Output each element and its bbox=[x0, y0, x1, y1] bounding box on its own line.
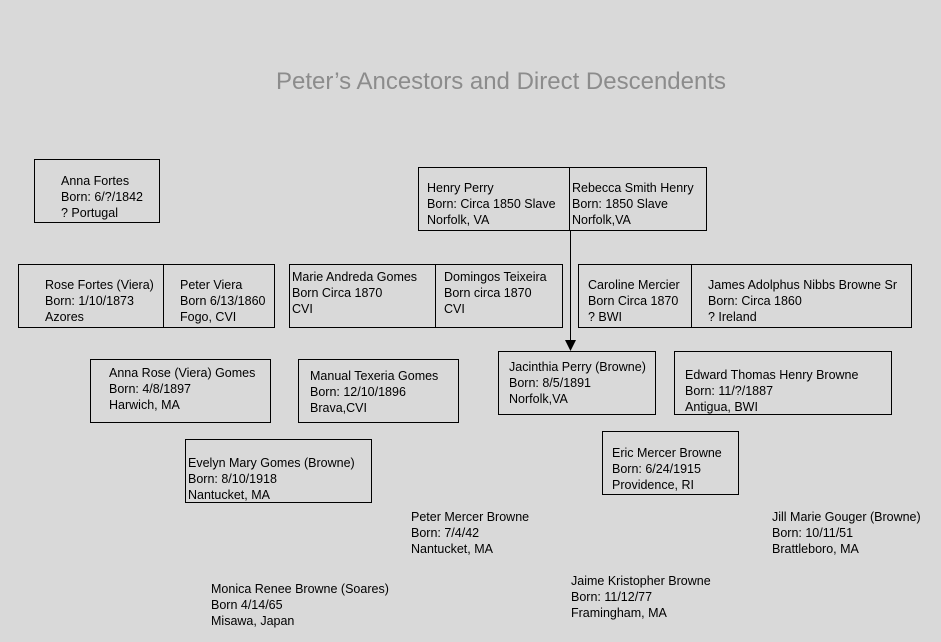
person-name: Monica Renee Browne (Soares) bbox=[211, 582, 389, 596]
person-name: Manual Texeria Gomes bbox=[310, 369, 439, 383]
person-place: Nantucket, MA bbox=[411, 542, 493, 556]
person-name: Peter Viera bbox=[180, 278, 243, 292]
person-place: Brava,CVI bbox=[310, 401, 367, 415]
person-name: James Adolphus Nibbs Browne Sr bbox=[708, 278, 897, 292]
person-place: Brattleboro, MA bbox=[772, 542, 859, 556]
person-place: ? Ireland bbox=[708, 310, 757, 324]
person-birth: Born Circa 1870 bbox=[292, 286, 383, 300]
person-name: Caroline Mercier bbox=[588, 278, 680, 292]
person-name: Rose Fortes (Viera) bbox=[45, 278, 154, 292]
person-birth: Born: 1850 Slave bbox=[572, 197, 668, 211]
person-name: Jill Marie Gouger (Browne) bbox=[772, 510, 921, 524]
person-name: Eric Mercer Browne bbox=[612, 446, 722, 460]
person-birth: Born circa 1870 bbox=[444, 286, 532, 300]
person-place: ? BWI bbox=[588, 310, 623, 324]
person-place: Norfolk,VA bbox=[509, 392, 568, 406]
person-name: Rebecca Smith Henry bbox=[572, 181, 694, 195]
person-place: Azores bbox=[45, 310, 84, 324]
person-birth: Born: 8/5/1891 bbox=[509, 376, 592, 390]
person-birth: Born: 11/12/77 bbox=[571, 590, 653, 604]
person-place: CVI bbox=[444, 302, 465, 316]
person-place: Norfolk, VA bbox=[427, 213, 490, 227]
person-birth: Born: 12/10/1896 bbox=[310, 385, 406, 399]
person-name: Anna Fortes bbox=[61, 174, 130, 188]
person-name: Edward Thomas Henry Browne bbox=[685, 368, 859, 382]
person-birth: Born: 6/?/1842 bbox=[61, 190, 144, 204]
person-birth: Born Circa 1870 bbox=[588, 294, 679, 308]
person-birth: Born: 4/8/1897 bbox=[109, 382, 192, 396]
person-name: Anna Rose (Viera) Gomes bbox=[109, 366, 256, 380]
person-name: Jacinthia Perry (Browne) bbox=[509, 360, 646, 374]
person-birth: Born: 11/?/1887 bbox=[685, 384, 774, 398]
person-birth: Born: 6/24/1915 bbox=[612, 462, 701, 476]
person-place: CVI bbox=[292, 302, 313, 316]
person-name: Henry Perry bbox=[427, 181, 494, 195]
person-name: Jaime Kristopher Browne bbox=[571, 574, 711, 588]
person-birth: Born: 7/4/42 bbox=[411, 526, 480, 540]
person-place: Nantucket, MA bbox=[188, 488, 270, 502]
person-name: Evelyn Mary Gomes (Browne) bbox=[188, 456, 355, 470]
person-birth: Born 4/14/65 bbox=[211, 598, 283, 612]
person-place: Framingham, MA bbox=[571, 606, 667, 620]
page-title: Peter’s Ancestors and Direct Descendents bbox=[275, 68, 726, 95]
person-name: Peter Mercer Browne bbox=[411, 510, 530, 524]
person-place: Norfolk,VA bbox=[572, 213, 631, 227]
person-birth: Born: 1/10/1873 bbox=[45, 294, 134, 308]
person-birth: Born: Circa 1850 Slave bbox=[427, 197, 556, 211]
person-birth: Born: Circa 1860 bbox=[708, 294, 802, 308]
person-birth: Born: 10/11/51 bbox=[772, 526, 854, 540]
arrowhead-icon bbox=[565, 340, 576, 351]
person-birth: Born 6/13/1860 bbox=[180, 294, 266, 308]
person-place: Misawa, Japan bbox=[211, 614, 295, 628]
person-name: Marie Andreda Gomes bbox=[292, 270, 418, 284]
person-place: Providence, RI bbox=[612, 478, 694, 492]
person-birth: Born: 8/10/1918 bbox=[188, 472, 277, 486]
person-place: Fogo, CVI bbox=[180, 310, 237, 324]
person-place: Antigua, BWI bbox=[685, 400, 758, 414]
person-place: Harwich, MA bbox=[109, 398, 180, 412]
person-name: Domingos Teixeira bbox=[444, 270, 547, 284]
person-place: ? Portugal bbox=[61, 206, 118, 220]
